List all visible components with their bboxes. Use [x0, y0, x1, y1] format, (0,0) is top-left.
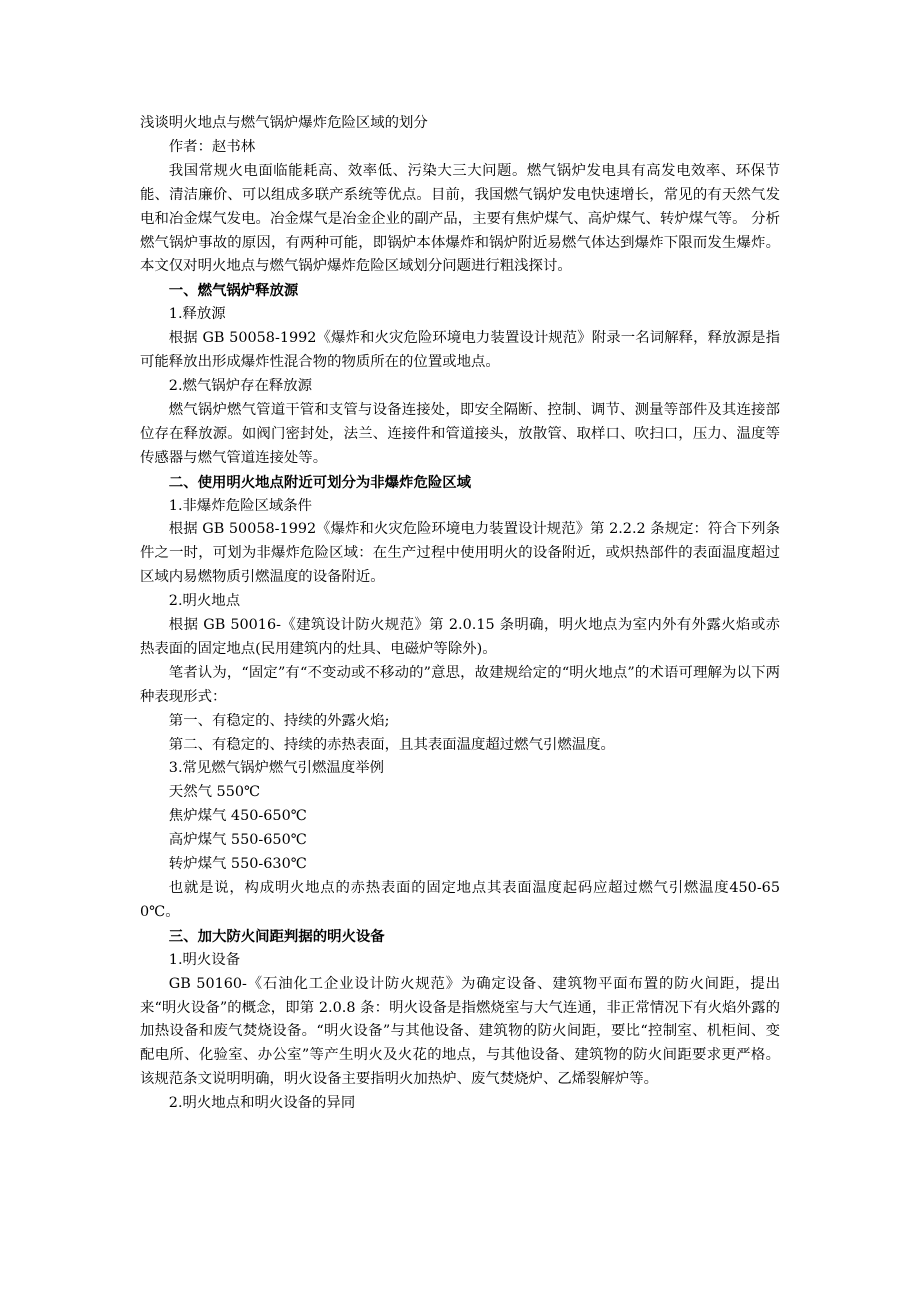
section-1-sub-1-text: 根据 GB 50058-1992《爆炸和火灾危险环境电力装置设计规范》附录一名词解释，释放源是指可能释放出形成爆炸性混合物的物质所在的位置或地点。: [140, 330, 780, 371]
section-2-sub-2-title: 2.明火地点: [168, 593, 241, 610]
author-line: 作者：赵书林: [168, 138, 256, 155]
section-2-sub-1-title: 1.非爆炸危险区域条件: [168, 497, 313, 514]
section-2-form-2: 第二、有稳定的、持续的赤热表面，且其表面温度超过燃气引燃温度。: [168, 736, 615, 753]
section-2-opinion: 笔者认为，“固定”有“不变动或不移动的”意思，故建规给定的“明火地点”的术语可理解为以下两种表现形式：: [140, 664, 780, 705]
section-3-heading: 三、加大防火间距判据的明火设备: [168, 927, 385, 945]
section-2-sub-2-text: 根据 GB 50016-《建筑设计防火规范》第 2.0.15 条明确，明火地点为室内外有外露火焰或赤热表面的固定地点(民用建筑内的灶具、电磁炉等除外)。: [140, 617, 780, 657]
section-1-sub-2-text: 燃气锅炉燃气管道干管和支管与设备连接处，即安全隔断、控制、调节、测量等部件及其连接部位存在释放源。如阀门密封处，法兰、连接件和管道接头，放散管、取样口、吹扫口，压力、温度等传感器与燃气管道连接处等。: [140, 401, 780, 466]
document-page: [140, 112, 780, 1116]
section-3-sub-2-title: 2.明火地点和明火设备的异同: [168, 1095, 356, 1112]
temp-natural-gas: 天然气 550℃: [168, 784, 261, 801]
temp-blast-furnace-gas: 高炉煤气 550-650℃: [168, 832, 307, 849]
section-3-sub-1-text: GB 50160-《石油化工企业设计防火规范》为确定设备、建筑物平面布置的防火间距，提出来“明火设备”的概念，即第 2.0.8 条：明火设备是指燃烧室与大气连通，非正常情况下有火焰外露的加热设备和废气焚烧设备。“明火设备”与其他设备、建筑物的防火间距，要比“控制室、机柜间、变配电所、化验室、办公室”等产生明火及火花的地点，与其他设备、建筑物的防火间距要求更严格。该规范条文说明明确，明火设备主要指明火加热炉、废气焚烧炉、乙烯裂解炉等。: [140, 975, 780, 1088]
section-1-sub-1-title: 1.释放源: [168, 306, 226, 323]
temp-converter-gas: 转炉煤气 550-630℃: [168, 856, 307, 873]
section-2-heading: 二、使用明火地点附近可划分为非爆炸危险区域: [168, 473, 472, 491]
section-2-sub-3-title: 3.常见燃气锅炉燃气引燃温度举例: [168, 760, 384, 777]
section-2-conclusion: 也就是说，构成明火地点的赤热表面的固定地点其表面温度起码应超过燃气引燃温度450-650℃。: [140, 880, 780, 920]
section-2-sub-1-text: 根据 GB 50058-1992《爆炸和火灾危险环境电力装置设计规范》第 2.2.2 条规定：符合下列条件之一时，可划为非爆炸危险区域：在生产过程中使用明火的设备附近，或炽热部件的表面温度超过区域内易燃物质引燃温度的设备附近。: [140, 521, 780, 586]
document-title: 浅谈明火地点与燃气锅炉爆炸危险区域的划分: [140, 115, 428, 131]
section-2-form-1: 第一、有稳定的、持续的外露火焰;: [168, 712, 390, 729]
section-1-sub-2-title: 2.燃气锅炉存在释放源: [168, 377, 313, 394]
temp-coke-oven-gas: 焦炉煤气 450-650℃: [168, 808, 307, 825]
intro-paragraph: 我国常规火电面临能耗高、效率低、污染大三大问题。燃气锅炉发电具有高发电效率、环保节能、清洁廉价、可以组成多联产系统等优点。目前，我国燃气锅炉发电快速增长，常见的有天然气发电和冶金煤气发电。冶金煤气是冶金企业的副产品，主要有焦炉煤气、高炉煤气、转炉煤气等。 分析燃气锅炉事故的原因，有两种可能，即锅炉本体爆炸和锅炉附近易燃气体达到爆炸下限而发生爆炸。本文仅对明火地点与燃气锅炉爆炸危险区域划分问题进行粗浅探讨。: [140, 162, 780, 275]
section-1-heading: 一、燃气锅炉释放源: [168, 282, 299, 300]
section-3-sub-1-title: 1.明火设备: [168, 951, 241, 968]
